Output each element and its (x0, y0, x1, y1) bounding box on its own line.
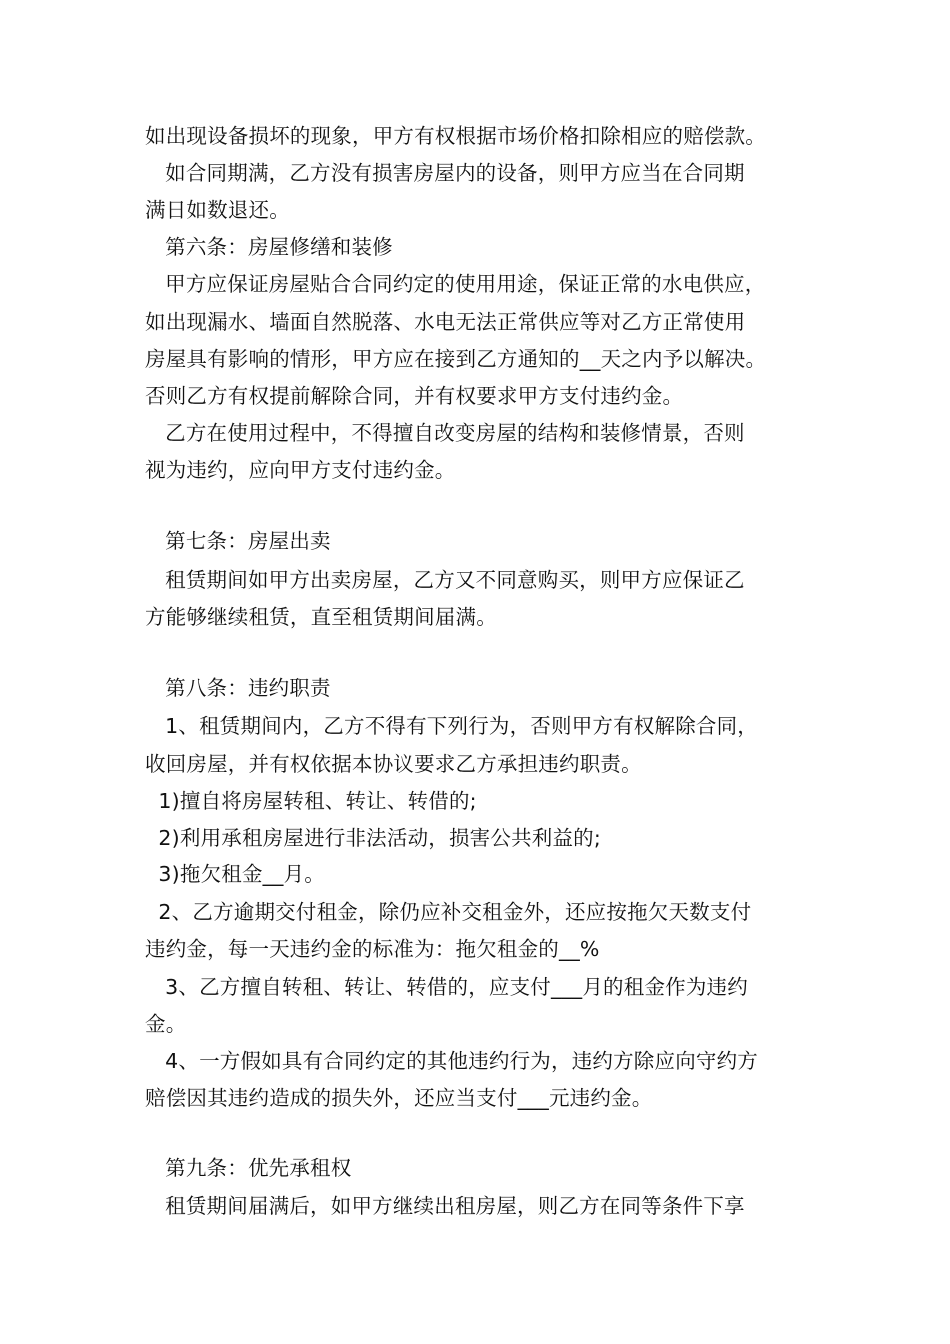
text-line: 方能够继续租赁，直至租赁期间届满。 (145, 605, 497, 629)
section-heading: 第八条：违约职责 (145, 676, 331, 700)
list-item: 2)利用承租房屋进行非法活动，损害公共利益的; (145, 826, 601, 850)
section-heading: 第六条：房屋修缮和装修 (145, 235, 393, 259)
section-heading: 第九条：优先承租权 (145, 1156, 352, 1180)
text-line: 满日如数退还。 (145, 198, 290, 222)
text-line: 如出现设备损坏的现象，甲方有权根据市场价格扣除相应的赔偿款。 (145, 124, 766, 148)
text-line: 租赁期间如甲方出卖房屋，乙方又不同意购买，则甲方应保证乙 (145, 568, 745, 592)
text-line: 3、乙方擅自转租、转让、转借的，应支付___月的租金作为违约 (145, 975, 748, 999)
text-line: 收回房屋，并有权依据本协议要求乙方承担违约职责。 (145, 752, 642, 776)
text-line: 房屋具有影响的情形，甲方应在接到乙方通知的__天之内予以解决。 (145, 347, 767, 371)
text-line: 违约金，每一天违约金的标准为：拖欠租金的__% (145, 937, 600, 961)
text-line: 1、租赁期间内，乙方不得有下列行为，否则甲方有权解除合同， (145, 714, 758, 738)
text-line: 否则乙方有权提前解除合同，并有权要求甲方支付违约金。 (145, 384, 684, 408)
list-item: 1)擅自将房屋转租、转让、转借的; (145, 789, 477, 813)
text-line: 视为违约，应向甲方支付违约金。 (145, 458, 456, 482)
text-line: 甲方应保证房屋贴合合同约定的使用用途，保证正常的水电供应， (145, 272, 766, 296)
text-line: 如出现漏水、墙面自然脱落、水电无法正常供应等对乙方正常使用 (145, 310, 746, 334)
section-heading: 第七条：房屋出卖 (145, 529, 331, 553)
text-line: 租赁期间届满后，如甲方继续出租房屋，则乙方在同等条件下享 (145, 1194, 745, 1218)
text-line: 4、一方假如具有合同约定的其他违约行为，违约方除应向守约方 (145, 1049, 758, 1073)
text-line: 2、乙方逾期交付租金，除仍应补交租金外，还应按拖欠天数支付 (145, 900, 752, 924)
list-item: 3)拖欠租金__月。 (145, 862, 325, 886)
text-line: 如合同期满，乙方没有损害房屋内的设备，则甲方应当在合同期 (145, 161, 745, 185)
text-line: 赔偿因其违约造成的损失外，还应当支付___元违约金。 (145, 1086, 653, 1110)
text-line: 乙方在使用过程中，不得擅自改变房屋的结构和装修情景，否则 (145, 421, 745, 445)
text-line: 金。 (145, 1012, 187, 1036)
